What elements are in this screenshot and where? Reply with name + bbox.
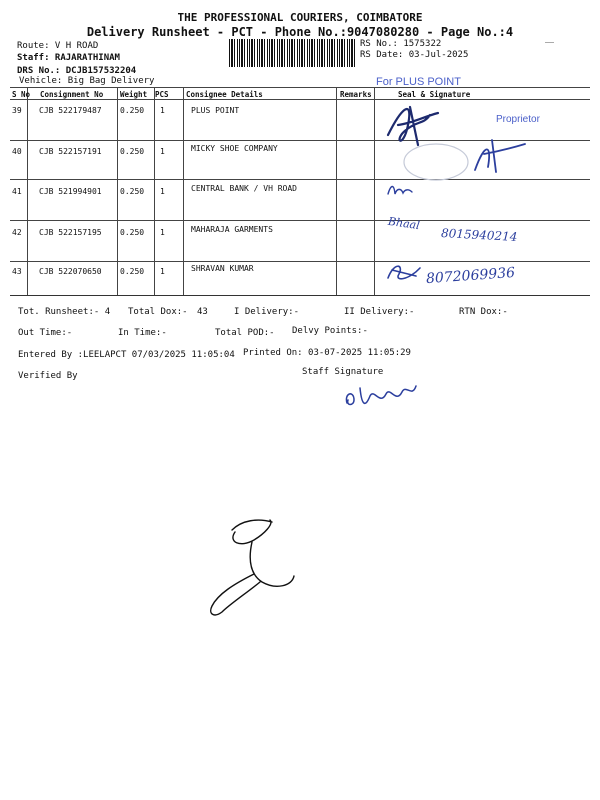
table-row-weight: 0.250 — [120, 267, 145, 276]
column-divider — [336, 87, 337, 295]
table-row-consignment: CJB 522070650 — [39, 267, 102, 276]
table-row-consignment: CJB 522179487 — [39, 106, 102, 115]
table-row-pcs: 1 — [160, 106, 165, 115]
column-divider — [154, 87, 155, 295]
staff-signature — [342, 378, 422, 413]
out-time: Out Time:- — [18, 328, 73, 338]
table-row-sno: 42 — [12, 228, 22, 237]
drs-number: DRS No.: DCJB157532204 — [17, 66, 137, 76]
scan-mark — [545, 42, 554, 43]
rs-number: RS No.: 1575322 — [360, 39, 442, 49]
handwritten-phone-row43: 8072069936 — [425, 264, 516, 288]
header-pcs: PCS — [155, 90, 169, 99]
company-title: THE PROFESSIONAL COURIERS, COIMBATORE — [177, 11, 423, 24]
table-row-consignee: PLUS POINT — [191, 106, 240, 115]
table-row-weight: 0.250 — [120, 228, 145, 237]
header-consignee: Consignee Details — [186, 90, 263, 99]
header-remarks: Remarks — [340, 90, 372, 99]
table-row-sno: 43 — [12, 267, 22, 276]
row-divider — [10, 220, 590, 221]
printed-on: Printed On: 03-07-2025 11:05:29 — [243, 348, 411, 358]
verified-signature — [200, 512, 310, 622]
barcode — [229, 39, 356, 67]
signature-row40 — [470, 132, 530, 177]
column-divider — [27, 87, 28, 295]
table-row-consignee: MAHARAJA GARMENTS — [191, 225, 273, 234]
delvy-points: Delvy Points:- — [292, 326, 368, 336]
table-row-pcs: 1 — [160, 267, 165, 276]
staff-label: Staff: RAJARATHINAM — [17, 53, 120, 63]
signature-row43 — [384, 260, 424, 285]
header-weight: Weight — [120, 90, 148, 99]
signature-row41 — [385, 180, 415, 200]
total-dox-value: 43 — [197, 307, 208, 317]
table-header-rule — [10, 99, 590, 100]
table-row-consignment: CJB 522157191 — [39, 147, 102, 156]
table-row-pcs: 1 — [160, 187, 165, 196]
runsheet-subtitle: Delivery Runsheet - PCT - Phone No.:9047080280 - Page No.:4 — [86, 25, 514, 39]
stamp-for-text: For PLUS POINT — [376, 76, 461, 88]
table-row-consignment: CJB 522157195 — [39, 228, 102, 237]
route-label: Route: V H ROAD — [17, 41, 99, 51]
table-row-sno: 40 — [12, 147, 22, 156]
table-row-consignee: CENTRAL BANK / VH ROAD — [191, 184, 297, 193]
table-row-weight: 0.250 — [120, 147, 145, 156]
table-top-rule — [10, 87, 590, 88]
verified-by: Verified By — [18, 371, 78, 381]
handwritten-name-row42: Bhaal — [387, 214, 421, 233]
table-row-sno: 41 — [12, 187, 22, 196]
entered-by: Entered By :LEELAPCT 07/03/2025 11:05:04 — [18, 350, 235, 360]
header-consignment: Consignment No — [40, 90, 104, 99]
table-row-consignee: MICKY SHOE COMPANY — [191, 144, 278, 153]
handwritten-phone-row42: 8015940214 — [440, 226, 518, 244]
table-row-consignment: CJB 521994901 — [39, 187, 102, 196]
ii-delivery: II Delivery:- — [344, 307, 415, 317]
rs-date: RS Date: 03-Jul-2025 — [360, 50, 469, 60]
total-dox-label: Total Dox:- — [128, 307, 188, 317]
column-divider — [374, 87, 375, 295]
tot-runsheet: Tot. Runsheet:- 4 — [18, 307, 111, 317]
in-time: In Time:- — [118, 328, 167, 338]
table-row-consignee: SHRAVAN KUMAR — [191, 264, 254, 273]
vehicle-label: Vehicle: Big Bag Delivery — [19, 76, 155, 86]
total-pod: Total POD:- — [215, 328, 275, 338]
stamp-circle-mark — [400, 138, 470, 183]
column-divider — [183, 87, 184, 295]
header-seal: Seal & Signature — [398, 90, 471, 99]
i-delivery: I Delivery:- — [234, 307, 300, 317]
stamp-proprietor: Proprietor — [496, 114, 540, 125]
table-row-weight: 0.250 — [120, 187, 145, 196]
rtn-dox: RTN Dox:- — [459, 307, 508, 317]
table-row-pcs: 1 — [160, 147, 165, 156]
table-row-sno: 39 — [12, 106, 22, 115]
staff-signature-label: Staff Signature — [302, 367, 384, 377]
row-divider — [10, 261, 590, 262]
header-sno: S No — [12, 90, 31, 99]
column-divider — [117, 87, 118, 295]
table-row-weight: 0.250 — [120, 106, 145, 115]
row-divider — [10, 179, 590, 180]
table-row-pcs: 1 — [160, 228, 165, 237]
